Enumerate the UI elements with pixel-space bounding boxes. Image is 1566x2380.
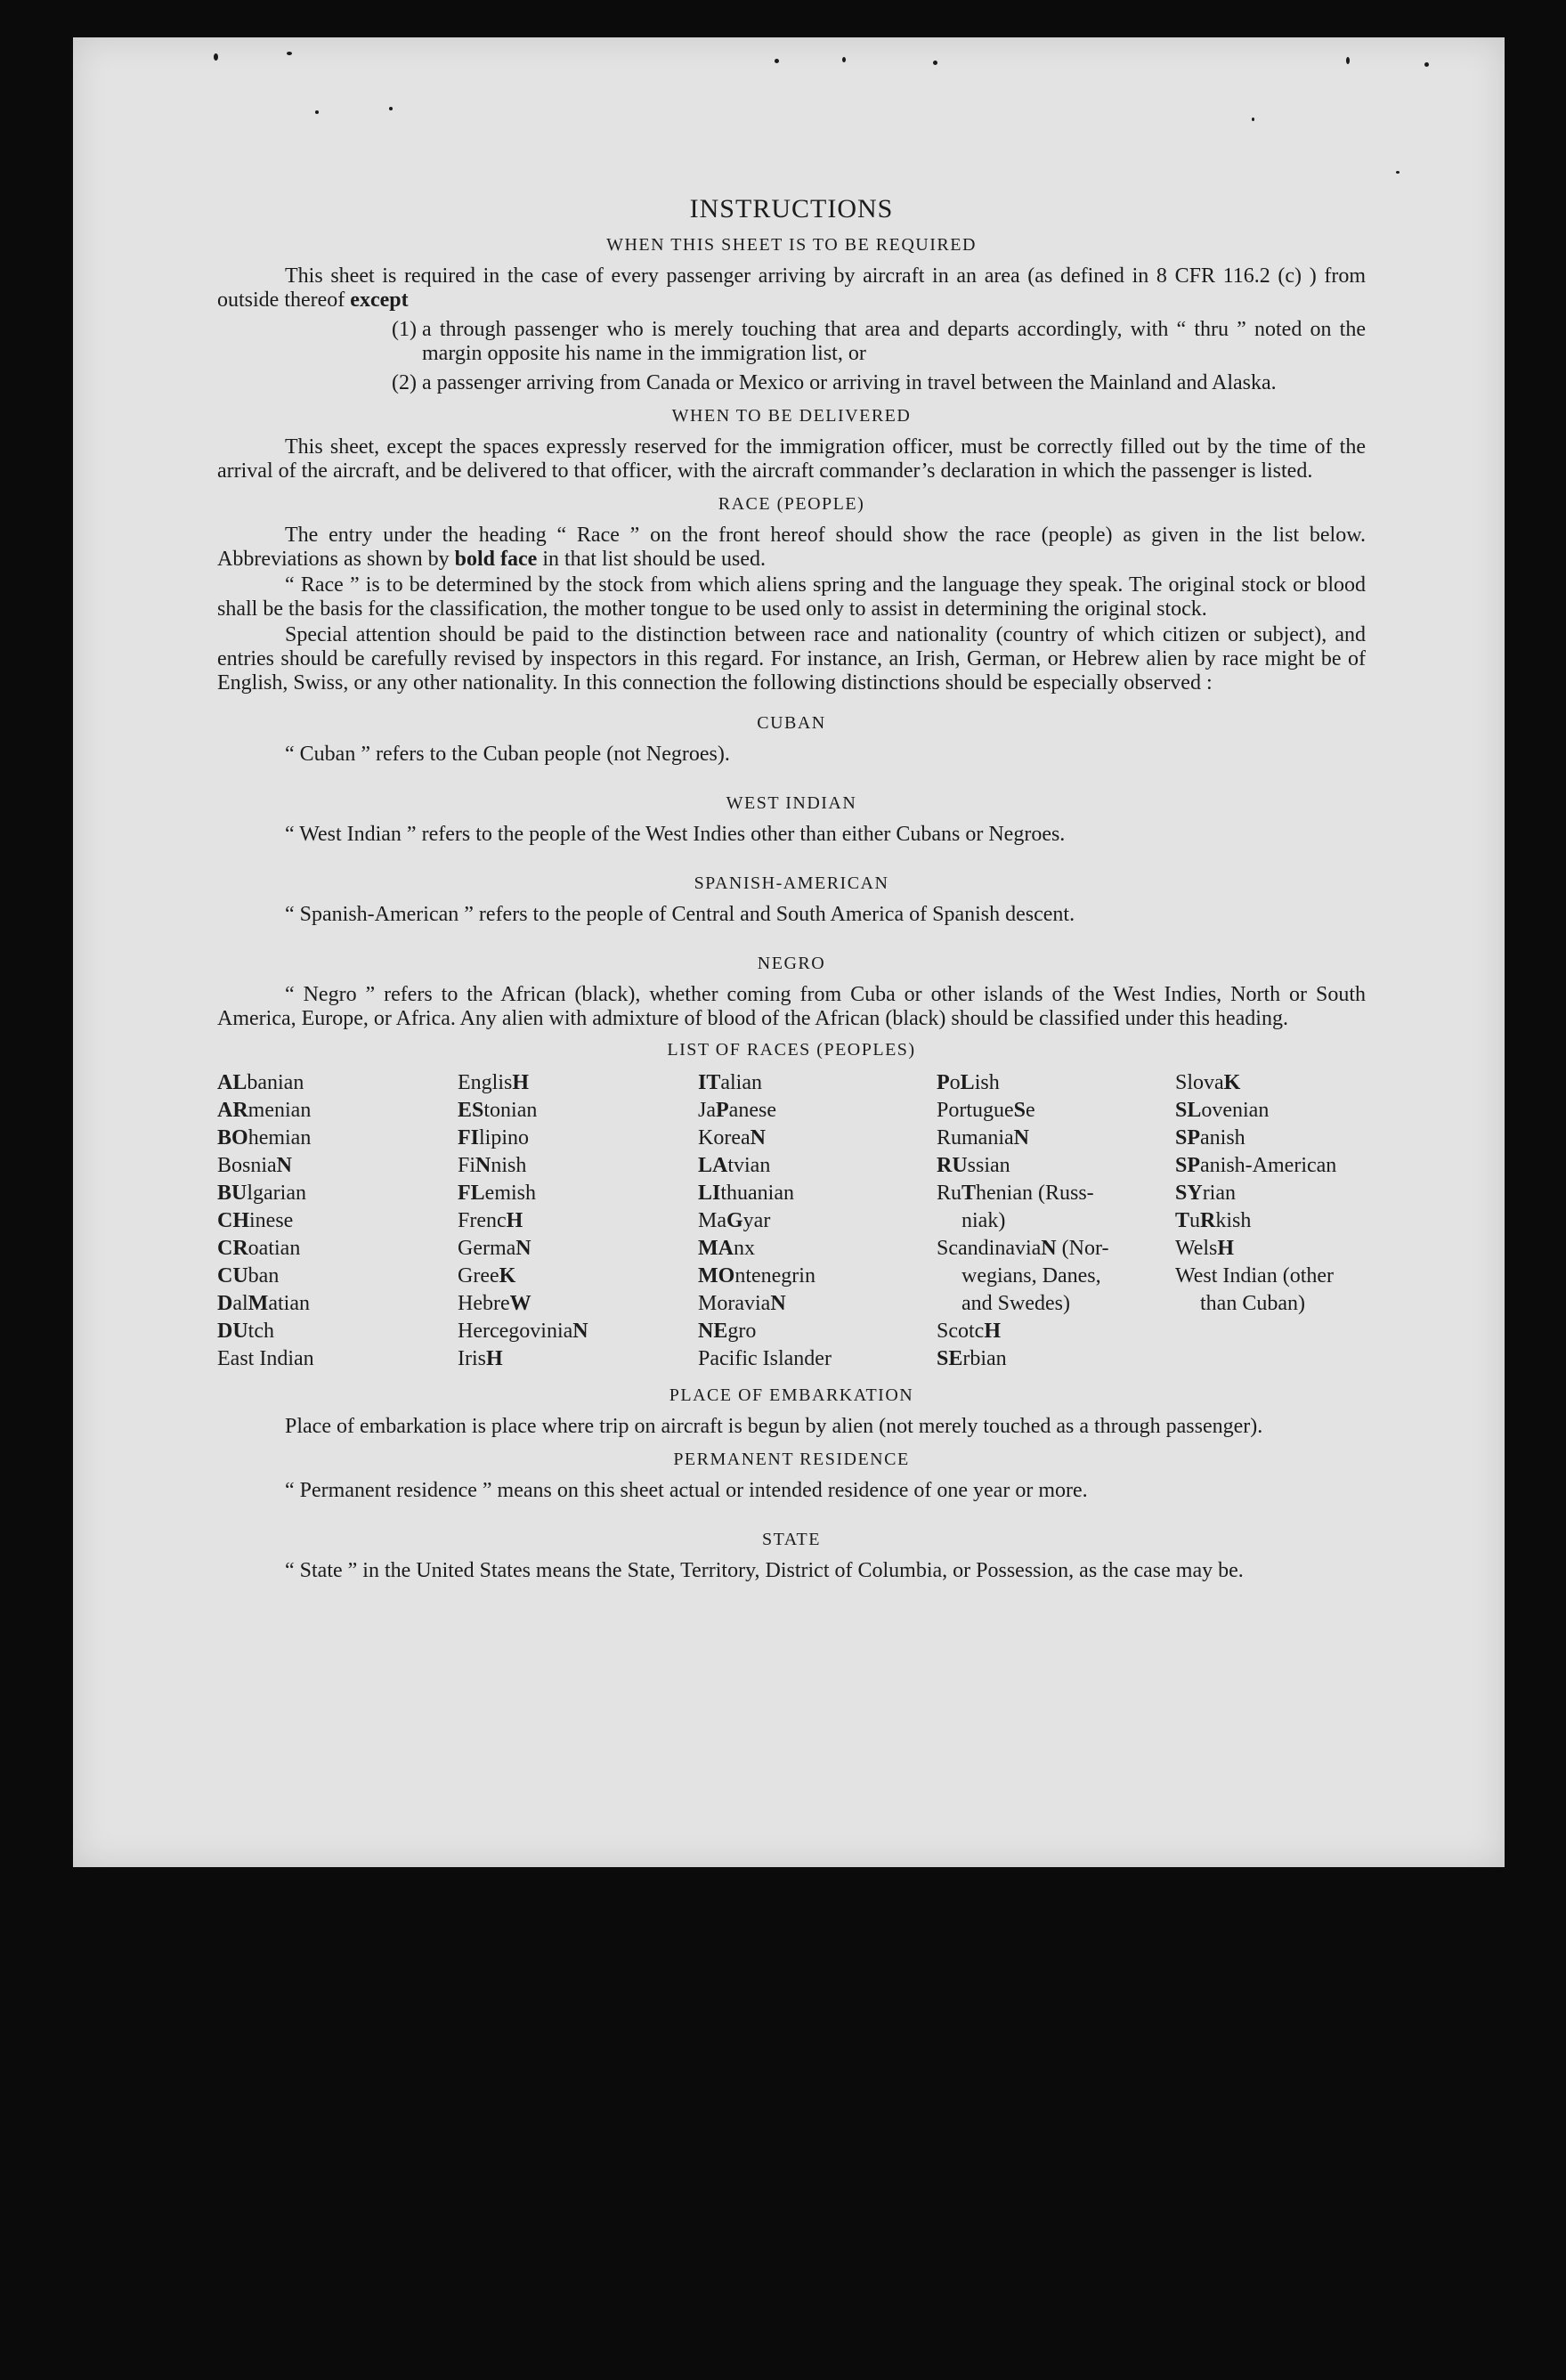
race-entry: CRoatian [217, 1237, 301, 1260]
west-indian-text: “ West Indian ” refers to the people of the West Indies other than either Cubans or Negroes. [285, 823, 1066, 846]
document-page [73, 37, 1505, 1867]
race-entry: JaPanese [698, 1099, 776, 1122]
embarkation-text: Place of embarkation is place where trip on aircraft is begun by alien (not merely touched as a through passenger). [285, 1415, 1263, 1438]
race-entry: RuThenian (Russ- [937, 1182, 1094, 1205]
race-entry: PortugueSe [937, 1099, 1035, 1122]
race-entry: PoLish [937, 1071, 1000, 1094]
race-entry: SlovaK [1175, 1071, 1241, 1094]
race-entry: DUtch [217, 1320, 274, 1343]
race-entry: Pacific Islander [698, 1347, 832, 1370]
race-entry: HebreW [458, 1292, 531, 1315]
race-entry: SErbian [937, 1347, 1007, 1370]
heading-when-delivered: WHEN TO BE DELIVERED [671, 406, 912, 426]
race-entry: GreeK [458, 1264, 516, 1287]
race-entry: ITalian [698, 1071, 762, 1094]
race-entry: EStonian [458, 1099, 538, 1122]
races-column-5 [1175, 1069, 1371, 1373]
heading-state: STATE [762, 1530, 821, 1549]
race-entry: BUlgarian [217, 1182, 306, 1205]
race-entry: SLovenian [1175, 1099, 1270, 1122]
race-entry: CHinese [217, 1209, 294, 1232]
race-entry: East Indian [217, 1347, 314, 1370]
heading-cuban: CUBAN [757, 713, 826, 733]
race-entry: CUban [217, 1264, 280, 1287]
race-entry: RumaniaN [937, 1126, 1029, 1149]
race-paragraph-2: “ Race ” is to be determined by the stock from which aliens spring and the language they speak. The original stock or blood shall be the basis for the classification, the mother tongue to be used only to assist in determining the original stock. [217, 573, 1366, 621]
race-entry: SPanish [1175, 1126, 1245, 1149]
heading-list-of-races: LIST OF RACES (PEOPLES) [667, 1040, 916, 1060]
race-entry: niak) [962, 1209, 1006, 1232]
race-entry: FLemish [458, 1182, 536, 1205]
delivered-text: This sheet, except the spaces expressly reserved for the immigration officer, must be correctly filled out by the time of the arrival of the aircraft, and be delivered to that officer, with the aircraft commander’s declaration in which the passenger is listed. [217, 435, 1366, 483]
races-column-2 [458, 1069, 698, 1373]
negro-text: “ Negro ” refers to the African (black), whether coming from Cuba or other islands of the West Indies, North or South America, Europe, or Africa. Any alien with admixture of blood of the African (black) should be classified under this heading. [217, 983, 1366, 1030]
race-entry: FiNnish [458, 1154, 527, 1177]
race-entry: ARmenian [217, 1099, 312, 1122]
cuban-text: “ Cuban ” refers to the Cuban people (not Negroes). [285, 743, 730, 766]
race-entry: MaGyar [698, 1209, 771, 1232]
heading-when-required: WHEN THIS SHEET IS TO BE REQUIRED [606, 235, 977, 255]
races-column-1 [217, 1069, 458, 1373]
instructions-content [217, 160, 1366, 1583]
heading-negro: NEGRO [757, 954, 826, 973]
races-list [217, 1069, 1366, 1373]
race-entry: MoraviaN [698, 1292, 786, 1315]
heading-permanent-residence: PERMANENT RESIDENCE [673, 1450, 910, 1469]
race-entry: EnglisH [458, 1071, 530, 1094]
race-entry: HercegoviniaN [458, 1320, 588, 1343]
except-label: except [350, 288, 409, 312]
required-item-1: (1) a through passenger who is merely touching that area and departs accordingly, with “ thru ” noted on the margin opposite his name in the immigration list, or [392, 318, 1366, 365]
heading-race: RACE (PEOPLE) [718, 494, 865, 514]
state-text: “ State ” in the United States means the State, Territory, District of Columbia, or Possession, as the case may be. [285, 1559, 1244, 1582]
spanish-american-text: “ Spanish-American ” refers to the people of Central and South America of Spanish descent. [285, 903, 1075, 926]
heading-spanish-american: SPANISH-AMERICAN [694, 873, 889, 893]
race-entry: FIlipino [458, 1126, 530, 1149]
heading-embarkation: PLACE OF EMBARKATION [669, 1385, 914, 1405]
race-entry: TuRkish [1175, 1209, 1252, 1232]
race-entry: BosniaN [217, 1154, 293, 1177]
race-entry: LAtvian [698, 1154, 771, 1177]
race-entry: IrisH [458, 1347, 503, 1370]
race-entry: BOhemian [217, 1126, 312, 1149]
race-entry: MAnx [698, 1237, 755, 1260]
race-entry: DalMatian [217, 1292, 310, 1315]
race-entry: WelsH [1175, 1237, 1235, 1260]
race-entry: LIthuanian [698, 1182, 794, 1205]
race-entry: and Swedes) [962, 1292, 1070, 1315]
heading-west-indian: WEST INDIAN [726, 793, 857, 813]
race-entry: SPanish-American [1175, 1154, 1337, 1177]
races-column-4 [937, 1069, 1175, 1373]
race-paragraph-1: The entry under the heading “ Race ” on the front hereof should show the race (people) as given in the list below. Abbreviations as shown by bold face in that list should be used. [217, 524, 1366, 571]
race-entry: ScotcH [937, 1320, 1001, 1343]
required-item-2: (2) a passenger arriving from Canada or Mexico or arriving in travel between the Mainland and Alaska. [392, 371, 1277, 394]
race-entry: SYrian [1175, 1182, 1236, 1205]
required-intro: This sheet is required in the case of every passenger arriving by aircraft in an area (as defined in 8 CFR 116.2 (c) ) from outside thereof except [217, 264, 1366, 312]
race-paragraph-3: Special attention should be paid to the distinction between race and nationality (country of which citizen or subject), and entries should be carefully revised by inspectors in this regard. For instance, an Irish, German, or Hebrew alien by race might be of English, Swiss, or any other nationality. In this connection the following distinctions should be especially observed : [217, 623, 1366, 695]
race-entry: than Cuban) [1200, 1292, 1305, 1315]
race-entry: RUssian [937, 1154, 1010, 1177]
race-entry: GermaN [458, 1237, 531, 1260]
race-entry: NEgro [698, 1320, 757, 1343]
races-column-3 [698, 1069, 937, 1373]
race-entry: KoreaN [698, 1126, 766, 1149]
race-entry: West Indian (other [1175, 1264, 1335, 1287]
race-entry: FrencH [458, 1209, 523, 1232]
race-entry: ALbanian [217, 1071, 304, 1094]
race-entry: ScandinaviaN (Nor- [937, 1237, 1109, 1260]
race-entry: wegians, Danes, [962, 1264, 1101, 1287]
race-entry: MOntenegrin [698, 1264, 815, 1287]
residence-text: “ Permanent residence ” means on this sheet actual or intended residence of one year or more. [285, 1479, 1088, 1502]
page-title: INSTRUCTIONS [689, 194, 894, 223]
